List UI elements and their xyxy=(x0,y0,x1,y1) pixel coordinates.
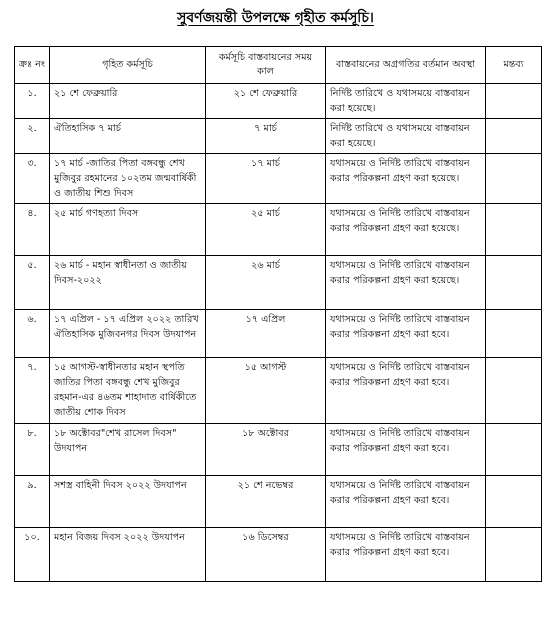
header-program: গৃহিত কর্মসূচি xyxy=(50,47,206,84)
row-program: ঐতিহাসিক ৭ মার্চ xyxy=(50,119,206,154)
row-serial: ৬. xyxy=(15,310,50,358)
row-remarks xyxy=(486,256,542,310)
row-program: ২১ শে ফেব্রুয়ারি xyxy=(50,84,206,119)
row-status: যথাসময়ে ও নির্দিষ্ট তারিখে বাস্তবায়ন করার পরিকল্পনা গ্রহণ করা হবে। xyxy=(326,358,486,424)
table-row xyxy=(15,154,542,204)
table-row xyxy=(15,84,542,119)
row-status: যথাসময়ে ও নির্দিষ্ট তারিখে বাস্তবায়ন করার পরিকল্পনা গ্রহণ করা হবে। xyxy=(326,424,486,476)
table-row xyxy=(15,204,542,256)
row-date: ১৫ আগস্ট xyxy=(206,358,326,424)
row-date: ২১ শে ফেব্রুয়ারি xyxy=(206,84,326,119)
table-row xyxy=(15,119,542,154)
row-remarks xyxy=(486,310,542,358)
table-row xyxy=(15,424,542,476)
row-serial: ৮. xyxy=(15,424,50,476)
row-status: যথাসময়ে ও নির্দিষ্ট তারিখে বাস্তবায়ন করার পরিকল্পনা গ্রহণ করা হবে। xyxy=(326,476,486,528)
row-date: ১৬ ডিসেম্বর xyxy=(206,528,326,582)
table-row xyxy=(15,476,542,528)
row-date: ২৬ মার্চ xyxy=(206,256,326,310)
row-status: যথাসময়ে ও নির্দিষ্ট তারিখে বাস্তবায়ন করার পরিকল্পনা গ্রহণ করা হয়েছে। xyxy=(326,256,486,310)
row-program: ১৭ মার্চ -জাতির পিতা বঙ্গবন্ধু শেখ মুজিবুর রহমানের ১০২তম জন্মবার্ষিকী ও জাতীয় শিশু দিবস xyxy=(50,154,206,204)
row-date: ৭ মার্চ xyxy=(206,119,326,154)
row-remarks xyxy=(486,154,542,204)
row-status: যথাসময়ে ও নির্দিষ্ট তারিখে বাস্তবায়ন করার পরিকল্পনা গ্রহণ করা হবে। xyxy=(326,528,486,582)
table-row xyxy=(15,358,542,424)
row-remarks xyxy=(486,358,542,424)
row-serial: ১০. xyxy=(15,528,50,582)
row-program: সশস্ত্র বাহিনী দিবস ২০২২ উদযাপন xyxy=(50,476,206,528)
row-status: নির্দিষ্ট তারিখে ও যথাসময়ে বাস্তবায়ন করা হয়েছে। xyxy=(326,84,486,119)
row-status: যথাসময়ে ও নির্দিষ্ট তারিখে বাস্তবায়ন করার পরিকল্পনা গ্রহণ করা হবে। xyxy=(326,310,486,358)
row-remarks xyxy=(486,204,542,256)
row-remarks xyxy=(486,424,542,476)
row-program: ১৮ অক্টোবর"শেখ রাসেল দিবস" উদযাপন xyxy=(50,424,206,476)
row-status: যথাসময়ে ও নির্দিষ্ট তারিখে বাস্তবায়ন করার পরিকল্পনা গ্রহণ করা হয়েছে। xyxy=(326,154,486,204)
row-program: ২৫ মার্চ গণহত্যা দিবস xyxy=(50,204,206,256)
header-remarks: মন্তব্য xyxy=(486,47,542,84)
table-row xyxy=(15,310,542,358)
row-remarks xyxy=(486,476,542,528)
row-date: ২১ শে নভেম্বর xyxy=(206,476,326,528)
row-serial: ৪. xyxy=(15,204,50,256)
row-serial: ৯. xyxy=(15,476,50,528)
row-date: ১৭ মার্চ xyxy=(206,154,326,204)
row-remarks xyxy=(486,84,542,119)
row-program: ১৫ আগস্ট-স্বাধীনতার মহান স্থপতি জাতির পিতা বঙ্গবন্ধু শেখ মুজিবুর রহমান-এর ৪৬তম শাহাদাত বার্ষিকীতে জাতীয় শোক দিবস xyxy=(50,358,206,424)
row-status: নির্দিষ্ট তারিখে ও যথাসময়ে বাস্তবায়ন করা হয়েছে। xyxy=(326,119,486,154)
row-program: ২৬ মার্চ - মহান স্বাধীনতা ও জাতীয় দিবস-২০২২ xyxy=(50,256,206,310)
table-row xyxy=(15,256,542,310)
header-serial: ক্রঃ নং xyxy=(15,47,50,84)
header-status: বাস্তবায়নের অগ্রগতির বর্তমান অবস্থা xyxy=(326,47,486,84)
row-serial: ৭. xyxy=(15,358,50,424)
row-serial: ১. xyxy=(15,84,50,119)
row-remarks xyxy=(486,528,542,582)
row-date: ১৮ অক্টোবর xyxy=(206,424,326,476)
row-date: ১৭ এপ্রিল xyxy=(206,310,326,358)
row-remarks xyxy=(486,119,542,154)
header-timeframe: কর্মসূচি বাস্তবায়নের সময় কাল xyxy=(206,47,326,84)
page-title: সুবর্ণজয়ন্তী উপলক্ষে গৃহীত কর্মসূচি। xyxy=(177,10,374,26)
table-row xyxy=(15,528,542,582)
row-date: ২৫ মার্চ xyxy=(206,204,326,256)
row-serial: ২. xyxy=(15,119,50,154)
row-serial: ৩. xyxy=(15,154,50,204)
row-program: ১৭ এপ্রিল - ১৭ এপ্রিল ২০২২ তারিখ ঐতিহাসিক মুজিবনগর দিবস উদযাপন xyxy=(50,310,206,358)
program-table xyxy=(14,46,542,582)
table-header-row xyxy=(15,47,542,84)
row-serial: ৫. xyxy=(15,256,50,310)
row-program: মহান বিজয় দিবস ২০২২ উদযাপন xyxy=(50,528,206,582)
row-status: যথাসময়ে ও নির্দিষ্ট তারিখে বাস্তবায়ন করার পরিকল্পনা গ্রহণ করা হয়েছে। xyxy=(326,204,486,256)
